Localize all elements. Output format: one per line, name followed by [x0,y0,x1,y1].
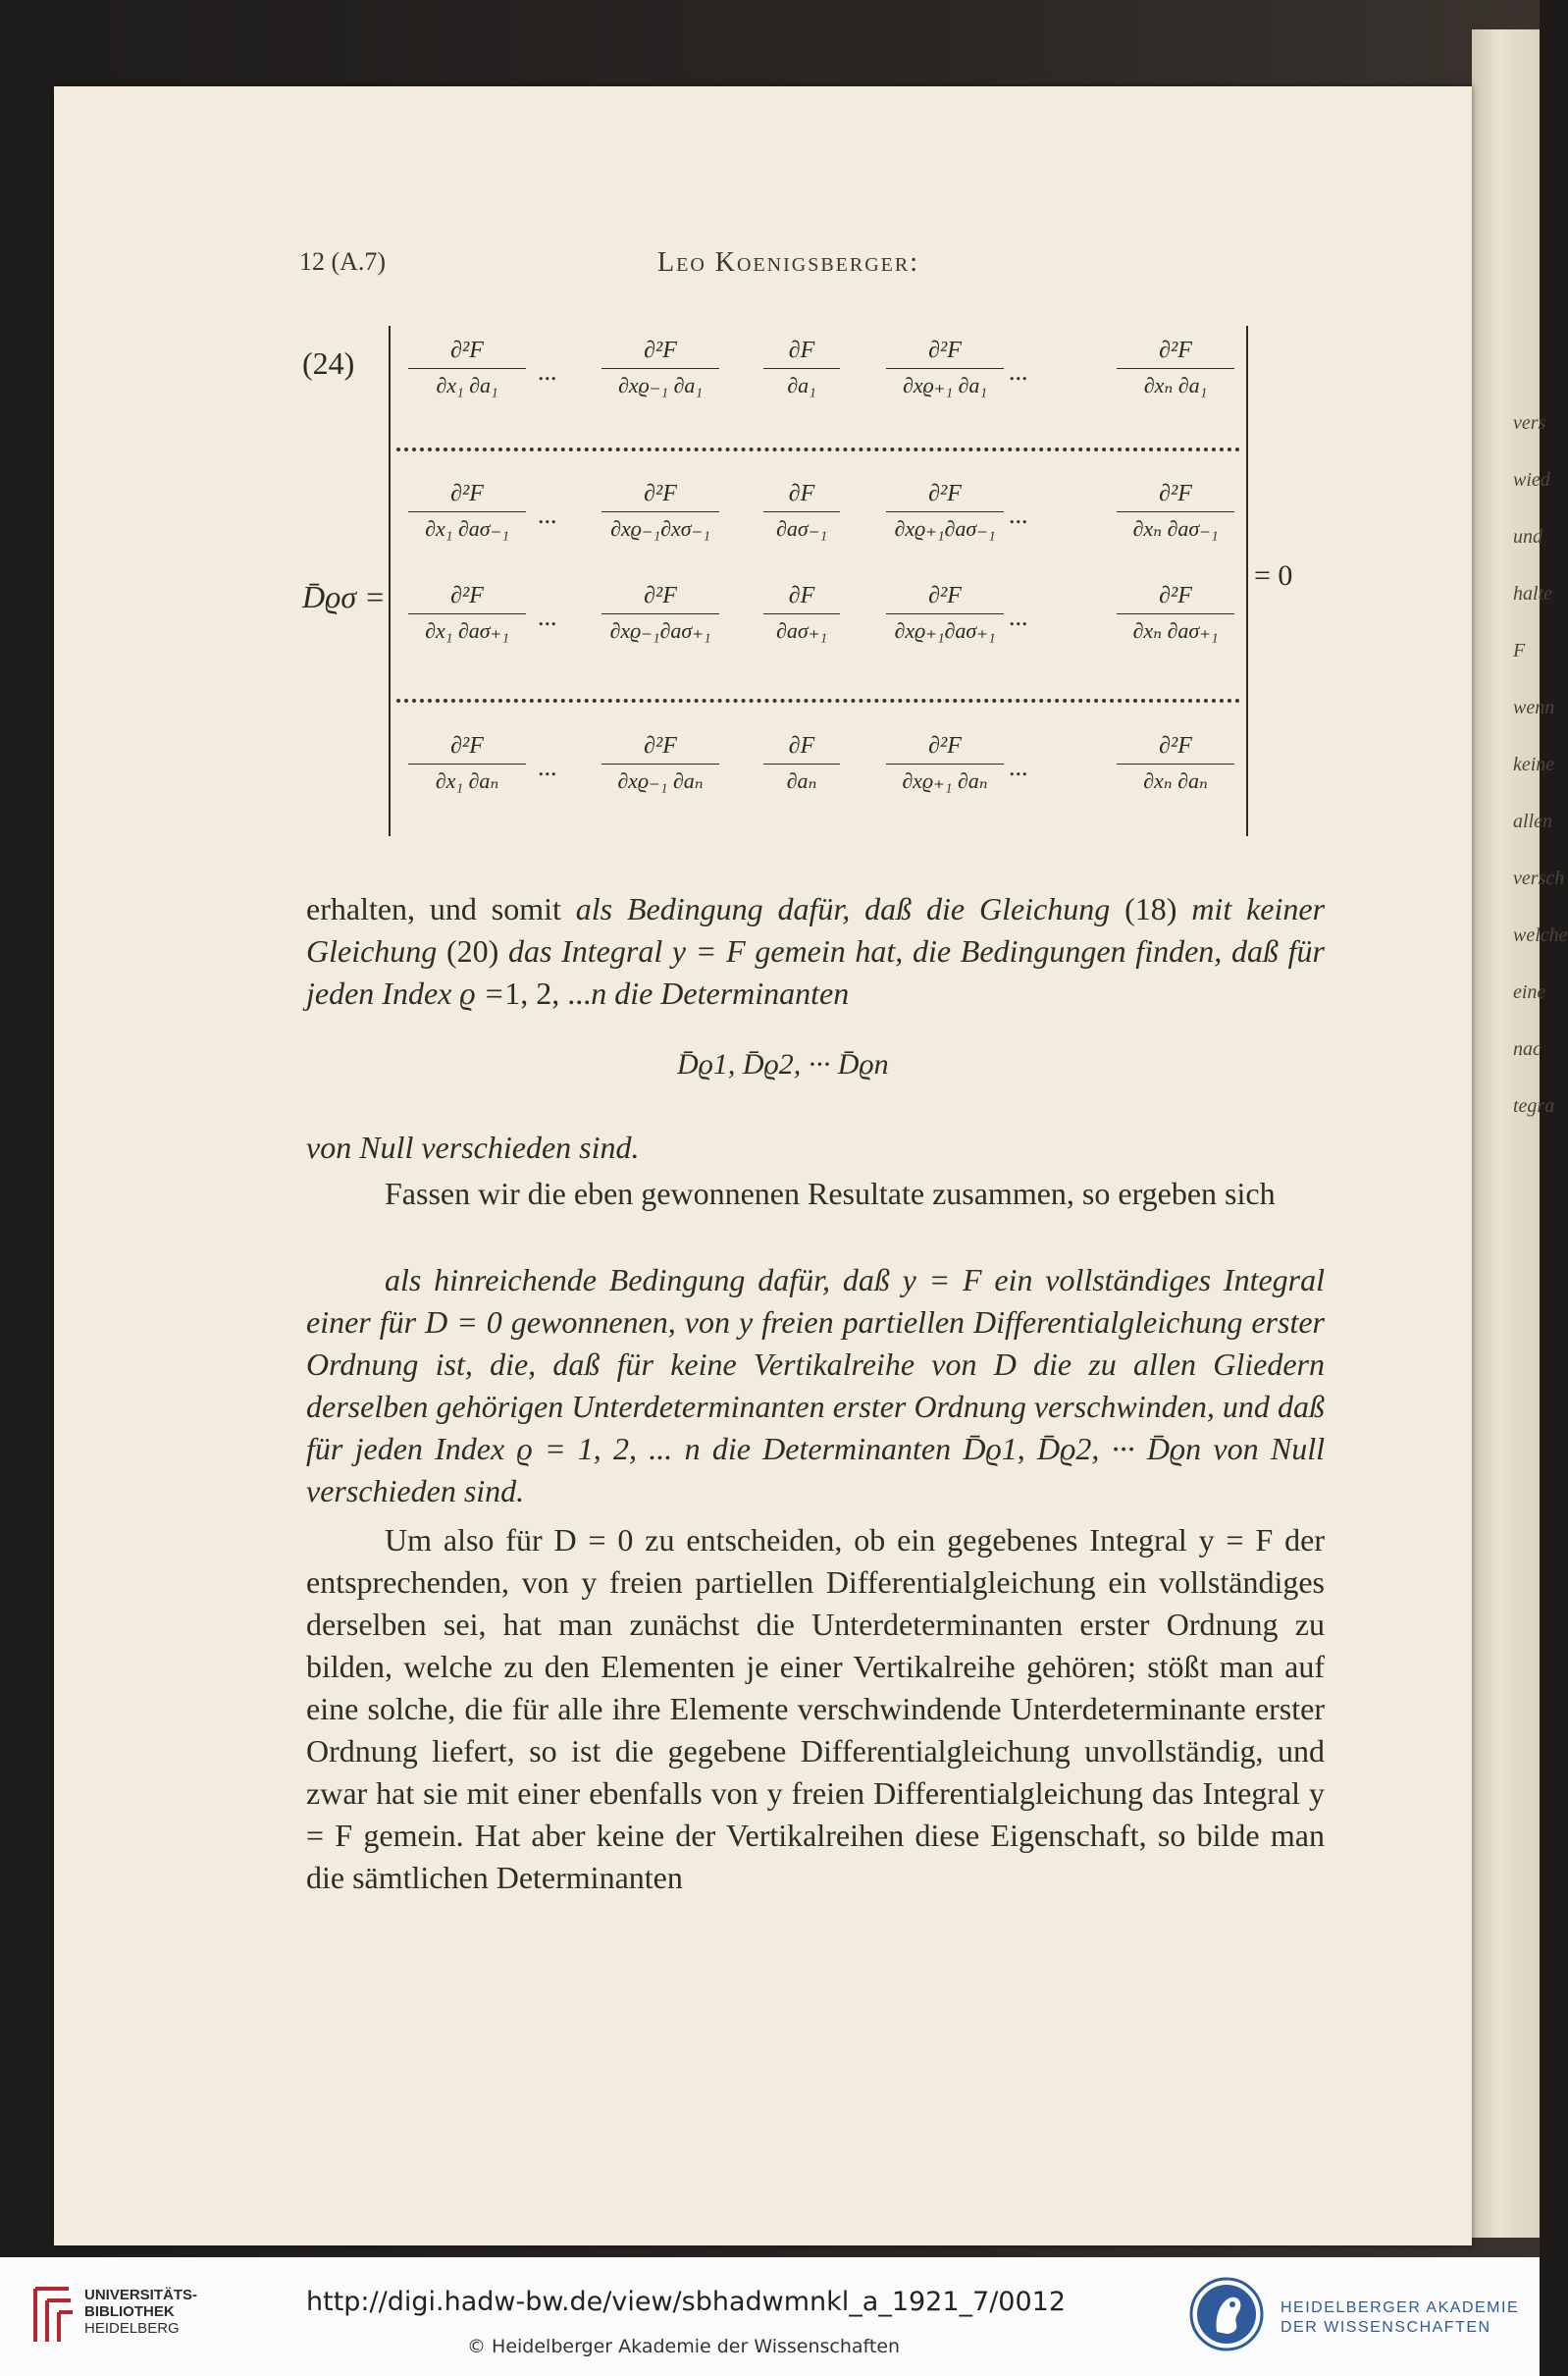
paragraph-theorem [306,1259,1325,1512]
matrix-entry-numerator: ∂F [763,338,840,369]
determinant-matrix [389,326,1248,836]
matrix-entry-denominator: ∂xϱ₊₁ ∂aₙ [902,768,988,793]
matrix-entry-denominator: ∂xϱ₊₁∂aσ₊₁ [894,618,996,643]
p1-text-e: 1, 2, ... [504,976,592,1011]
matrix-entry-numerator: ∂²F [408,338,526,369]
matrix-entry-numerator: ∂²F [408,481,526,512]
matrix-entry-r1-c1 [408,338,526,398]
matrix-entry-denominator: ∂aσ₋₁ [776,516,827,541]
p1-text-f: n die Determinanten [591,976,850,1011]
matrix-ellipsis: ... [538,603,557,631]
matrix-dotted-separator [396,448,1240,455]
matrix-entry-numerator: ∂F [763,481,840,512]
matrix-entry-r4-c4 [886,733,1004,794]
facing-page-fragment: wenn [1513,697,1555,718]
matrix-entry-numerator: ∂²F [886,583,1004,614]
matrix-entry-denominator: ∂xϱ₊₁ ∂a₁ [902,373,988,397]
viewer-footer [0,2257,1540,2376]
library-name-line2: BIBLIOTHEK [84,2303,175,2320]
matrix-entry-numerator: ∂²F [886,733,1004,765]
matrix-ellipsis: ... [1009,603,1028,631]
matrix-entry-r1-c5 [1117,338,1234,398]
matrix-ellipsis: ... [1009,357,1028,386]
facing-page-fragment: keine [1513,754,1555,775]
library-name-line1: UNIVERSITÄTS- [84,2287,198,2303]
matrix-entry-r1-c2 [601,338,719,398]
matrix-entry-numerator: ∂²F [601,583,719,614]
p5-text: Um also für D = 0 zu entscheiden, ob ein gegebenes Integral y = F der entsprechenden, von y freien partiellen Differentialgleichung ein vollständiges derselben sei, hat man zunächst die Unterdeterminanten erster Ordnung zu bilden, welche zu den Elementen je einer Vertikalreihe gehören; stößt man auf eine solche, die für alle ihre Elemente verschwindende Unterdeterminante erster Ordnung liefert, so ist die gegebene Differentialgleichung unvollständig, und zwar hat sie mit einer ebenfalls von y freien Differentialgleichung das Integral y = F gemein. Hat aber keine der Vertikalreihen diese Eigenschaft, so bilde man die sämtlichen Determinanten [306,1522,1325,1895]
facing-page-fragment: allen [1513,811,1552,832]
university-library-logo-icon [29,2279,77,2348]
matrix-entry-r3-c4 [886,583,1004,644]
facing-page-fragment: und [1513,526,1542,548]
matrix-entry-numerator: ∂²F [1117,481,1234,512]
matrix-entry-numerator: ∂²F [886,481,1004,512]
facing-page-fragment: halte [1513,583,1552,605]
facing-page-fragment: wied [1513,469,1550,491]
equation-rhs: = 0 [1254,559,1293,592]
determinant-list: D̄ϱ1, D̄ϱ2, ··· D̄ϱn [677,1048,889,1081]
matrix-entry-denominator: ∂xₙ ∂a₁ [1143,373,1208,397]
facing-page-edge [1472,29,1568,2238]
p1-text-c: mit keiner Gleichung [306,891,1326,969]
matrix-entry-denominator: ∂x₁ ∂aσ₋₁ [425,516,509,541]
p1-text-d: das Integral y = F gemein hat, die Bedingungen finden, daß für jeden Index ϱ = [306,933,1325,1011]
matrix-dotted-separator [396,699,1240,707]
matrix-ellipsis: ... [538,357,557,386]
matrix-entry-denominator: ∂xₙ ∂aₙ [1143,768,1208,793]
matrix-ellipsis: ... [538,753,557,781]
academy-name-line1: HEIDELBERGER AKADEMIE [1281,2299,1520,2316]
matrix-ellipsis: ... [1009,501,1028,529]
facing-page-fragment: versch [1513,868,1565,889]
matrix-entry-denominator: ∂xϱ₋₁ ∂a₁ [617,373,704,397]
matrix-entry-r3-c3 [763,583,840,644]
matrix-entry-denominator: ∂xₙ ∂aσ₋₁ [1132,516,1219,541]
matrix-entry-numerator: ∂²F [408,733,526,765]
matrix-entry-r4-c1 [408,733,526,794]
academy-seal-icon [1187,2275,1266,2353]
facing-page-fragment: eine [1513,981,1546,1003]
facing-page-fragment: welche [1513,924,1568,946]
matrix-entry-denominator: ∂a₁ [787,373,816,397]
facing-page-fragment: F [1513,640,1526,661]
matrix-entry-r3-c1 [408,583,526,644]
matrix-entry-r4-c3 [763,733,840,794]
matrix-entry-r1-c4 [886,338,1004,398]
library-name-line3: HEIDELBERG [84,2320,180,2337]
permalink-url[interactable]: http://digi.hadw-bw.de/view/sbhadwmnkl_a_1921_7/0012 [306,2287,1067,2317]
matrix-entry-numerator: ∂F [763,733,840,765]
matrix-entry-denominator: ∂xϱ₋₁ ∂aₙ [617,768,704,793]
running-header-author: Leo Koenigsberger: [657,247,919,278]
p2-text: von Null verschieden sind. [306,1130,640,1165]
matrix-entry-r3-c2 [601,583,719,644]
matrix-entry-r2-c4 [886,481,1004,542]
matrix-entry-numerator: ∂²F [1117,338,1234,369]
academy-name [1281,2298,1519,2338]
matrix-entry-denominator: ∂xϱ₊₁∂aσ₋₁ [894,516,996,541]
p3-text: Fassen wir die eben gewonnenen Resultate zusammen, so ergeben sich [385,1176,1276,1211]
matrix-entry-numerator: ∂²F [408,583,526,614]
facing-page-fragment: nac [1513,1038,1542,1060]
matrix-entry-numerator: ∂F [763,583,840,614]
p1-text-b: als Bedingung dafür, daß die Gleichung [575,891,1111,926]
matrix-entry-denominator: ∂x₁ ∂aσ₊₁ [425,618,509,643]
matrix-entry-numerator: ∂²F [1117,583,1234,614]
library-name [84,2287,197,2337]
paragraph-nonzero [306,1127,1325,1169]
paragraph-conclusion [306,888,1325,1015]
p4-text: als hinreichende Bedingung dafür, daß y = F ein vollständiges Integral einer für D = 0 gewonnenen, von y freien partiellen Differentialgleichung erster Ordnung ist, die, daß für keine Vertikalreihe von D die zu allen Gliedern derselben gehörigen Unterdeterminanten erster Ordnung verschwinden, und daß für jeden Index ϱ = 1, 2, ... n die Determinanten D̄ϱ1, D̄ϱ2, ··· D̄ϱn von Null verschieden sind. [306,1262,1325,1508]
matrix-entry-numerator: ∂²F [601,733,719,765]
matrix-entry-r4-c5 [1117,733,1234,794]
equation-lhs: D̄ϱσ = [302,579,386,614]
matrix-entry-denominator: ∂xₙ ∂aσ₊₁ [1132,618,1219,643]
matrix-entry-numerator: ∂²F [601,338,719,369]
paragraph-procedure [306,1519,1325,1899]
facing-page-fragment: vers [1513,412,1546,434]
academy-name-line2: DER WISSENSCHAFTEN [1281,2319,1491,2336]
matrix-entry-denominator: ∂x₁ ∂a₁ [436,373,498,397]
matrix-entry-r2-c3 [763,481,840,542]
matrix-entry-numerator: ∂²F [1117,733,1234,765]
matrix-entry-r4-c2 [601,733,719,794]
matrix-entry-denominator: ∂aₙ [786,768,817,793]
matrix-entry-r2-c5 [1117,481,1234,542]
matrix-entry-numerator: ∂²F [886,338,1004,369]
matrix-entry-r2-c2 [601,481,719,542]
matrix-entry-denominator: ∂x₁ ∂aₙ [435,768,499,793]
matrix-entry-r3-c5 [1117,583,1234,644]
copyright-notice: © Heidelberger Akademie der Wissenschaften [467,2336,901,2357]
matrix-entry-denominator: ∂xϱ₋₁∂aσ₊₁ [609,618,711,643]
matrix-entry-numerator: ∂²F [601,481,719,512]
paragraph-summary [306,1173,1325,1215]
equation-number: (24) [302,345,355,381]
matrix-entry-r2-c1 [408,481,526,542]
p1-ref-20: (20) [437,933,508,969]
matrix-entry-denominator: ∂aσ₊₁ [776,618,827,643]
matrix-ellipsis: ... [1009,753,1028,781]
matrix-entry-r1-c3 [763,338,840,398]
p1-ref-18: (18) [1110,891,1192,926]
matrix-entry-denominator: ∂xϱ₋₁∂xσ₋₁ [610,516,710,541]
facing-page-fragment: tegra [1513,1095,1555,1117]
p1-text-a: erhalten, und somit [306,891,576,926]
matrix-ellipsis: ... [538,501,557,529]
page-number: 12 (A.7) [299,247,387,276]
